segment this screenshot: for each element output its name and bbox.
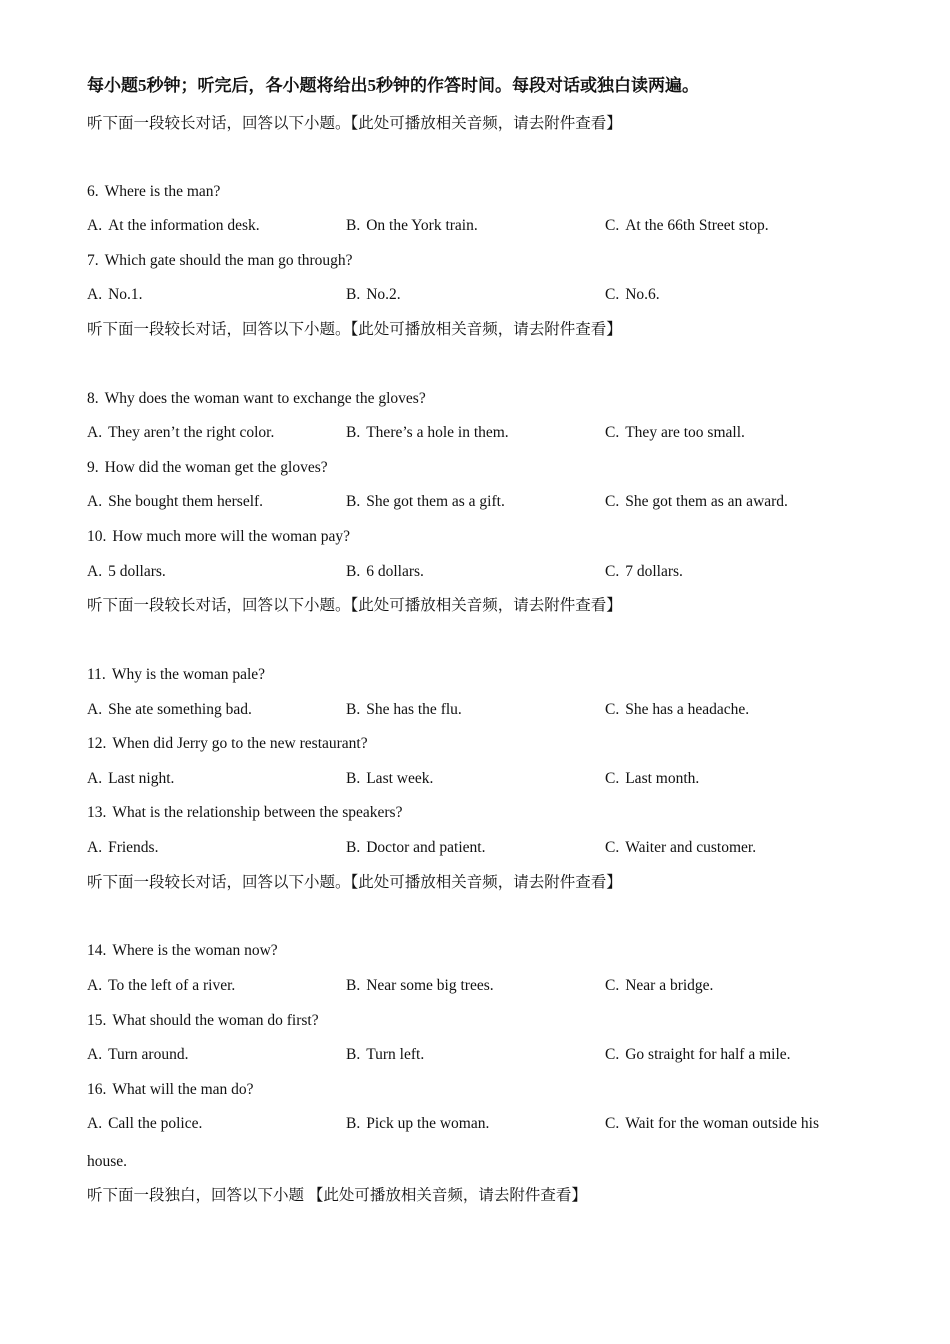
option-a: A. Last night. xyxy=(87,770,175,787)
question-number: 14. xyxy=(87,942,107,959)
question-number: 7. xyxy=(87,252,99,269)
option-c: C. Waiter and customer. xyxy=(605,839,757,856)
question xyxy=(87,389,426,409)
option-b: B. 6 dollars. xyxy=(346,563,424,580)
final-section-intro: 听下面一段独白，回答以下小题 【此处可播放相关音频，请去附件查看】 xyxy=(87,1187,587,1204)
question-number: 10. xyxy=(87,528,107,545)
section-intro: 听下面一段较长对话，回答以下小题。【此处可播放相关音频，请去附件查看】 xyxy=(87,874,622,891)
option-a: A. Friends. xyxy=(87,839,159,856)
option-b: B. Near some big trees. xyxy=(346,977,494,994)
option-c: C. She got them as an award. xyxy=(605,493,788,510)
option-c: C. Near a bridge. xyxy=(605,977,714,994)
question xyxy=(87,182,220,202)
question-number: 15. xyxy=(87,1012,107,1029)
section-intro: 听下面一段较长对话，回答以下小题。【此处可播放相关音频，请去附件查看】 xyxy=(87,597,622,614)
option-a: A. They aren’t the right color. xyxy=(87,424,275,441)
question-text: Where is the woman now? xyxy=(112,942,278,959)
option-c: C. No.6. xyxy=(605,286,660,303)
question xyxy=(87,734,368,754)
option-b: B. Last week. xyxy=(346,770,434,787)
option-c: C. She has a headache. xyxy=(605,701,750,718)
question-text: What should the woman do first? xyxy=(112,1012,319,1029)
section-intro: 听下面一段较长对话，回答以下小题。【此处可播放相关音频，请去附件查看】 xyxy=(87,115,622,132)
question xyxy=(87,458,328,478)
question xyxy=(87,665,265,685)
question-number: 9. xyxy=(87,459,99,476)
option-b: B. No.2. xyxy=(346,286,401,303)
option-wrap-text: house. xyxy=(87,1153,128,1170)
option-c: C. Last month. xyxy=(605,770,700,787)
option-a: A. No.1. xyxy=(87,286,143,303)
question-text: When did Jerry go to the new restaurant? xyxy=(112,735,368,752)
instructions-header: 每小题5秒钟；听完后，各小题将给出5秒钟的作答时间。每段对话或独白读两遍。 xyxy=(87,76,699,95)
question-text: How much more will the woman pay? xyxy=(112,528,350,545)
option-b: B. On the York train. xyxy=(346,217,478,234)
question-number: 6. xyxy=(87,183,99,200)
option-c: C. At the 66th Street stop. xyxy=(605,217,769,234)
question-text: What will the man do? xyxy=(112,1081,254,1098)
option-a: A. Turn around. xyxy=(87,1046,189,1063)
question-number: 8. xyxy=(87,390,99,407)
question-text: Why does the woman want to exchange the gloves? xyxy=(104,390,426,407)
option-b: B. Doctor and patient. xyxy=(346,839,486,856)
option-a: A. Call the police. xyxy=(87,1115,203,1132)
question xyxy=(87,803,402,823)
question xyxy=(87,1080,254,1100)
option-b: B. She has the flu. xyxy=(346,701,462,718)
option-a: A. At the information desk. xyxy=(87,217,260,234)
question-text: What is the relationship between the speakers? xyxy=(112,804,403,821)
question-text: How did the woman get the gloves? xyxy=(104,459,328,476)
question-number: 16. xyxy=(87,1081,107,1098)
question-number: 11. xyxy=(87,666,106,683)
question xyxy=(87,251,353,271)
question-text: Where is the man? xyxy=(104,183,221,200)
question-number: 13. xyxy=(87,804,107,821)
option-c: C. 7 dollars. xyxy=(605,563,683,580)
option-a: A. 5 dollars. xyxy=(87,563,166,580)
option-a: A. She bought them herself. xyxy=(87,493,264,510)
option-b: B. Pick up the woman. xyxy=(346,1115,490,1132)
option-b: B. She got them as a gift. xyxy=(346,493,505,510)
option-b: B. Turn left. xyxy=(346,1046,425,1063)
question-text: Which gate should the man go through? xyxy=(104,252,353,269)
option-c: C. They are too small. xyxy=(605,424,745,441)
option-c: C. Go straight for half a mile. xyxy=(605,1046,791,1063)
question-number: 12. xyxy=(87,735,107,752)
question xyxy=(87,527,350,547)
question-text: Why is the woman pale? xyxy=(111,666,266,683)
option-b: B. There’s a hole in them. xyxy=(346,424,509,441)
option-a: A. To the left of a river. xyxy=(87,977,236,994)
question xyxy=(87,941,278,961)
section-intro: 听下面一段较长对话，回答以下小题。【此处可播放相关音频，请去附件查看】 xyxy=(87,321,622,338)
option-a: A. She ate something bad. xyxy=(87,701,252,718)
option-c: C. Wait for the woman outside his xyxy=(605,1115,819,1132)
question xyxy=(87,1011,319,1031)
